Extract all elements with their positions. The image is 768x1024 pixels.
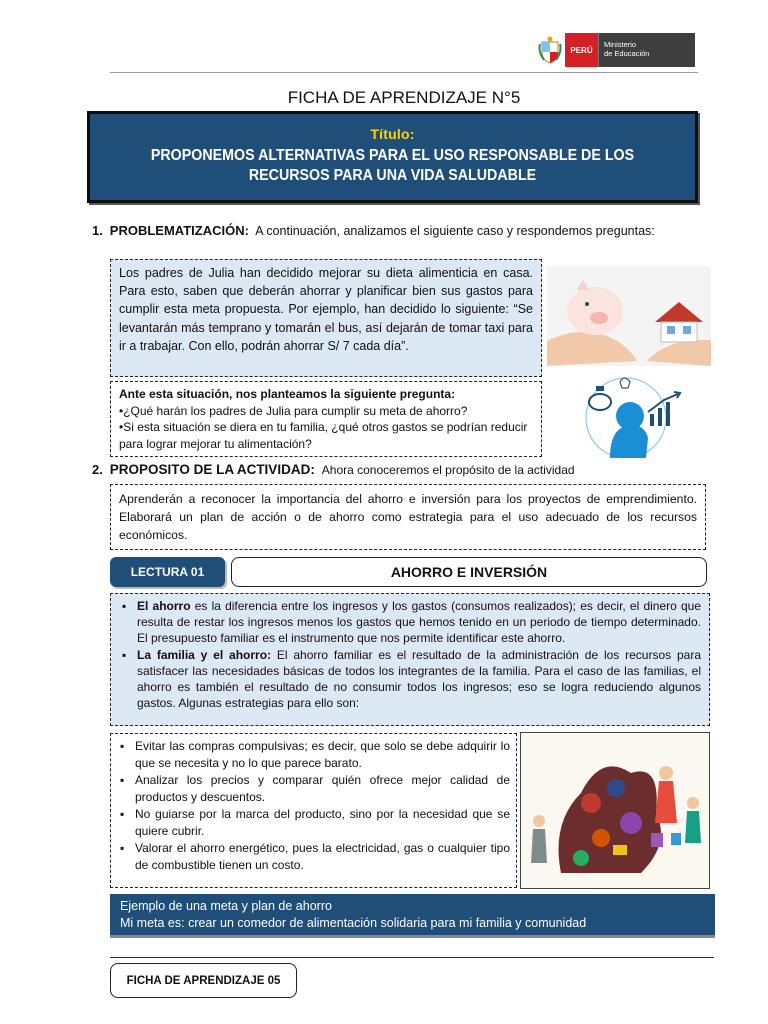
coat-of-arms-icon: [535, 33, 565, 67]
list-item: ▪ Valorar el ahorro energético, pues la electricidad, gas o cualquier tipo de combustible tienen un costo.: [117, 840, 510, 874]
title-banner: [87, 111, 698, 203]
title-label: Título:: [370, 126, 415, 142]
shopping-cartoon-image: [520, 732, 710, 889]
logo-ministry-label: Ministerio de Educación: [598, 33, 695, 67]
ministry-logo: [535, 33, 695, 67]
question-item: •¿Qué harán los padres de Julia para cumplir su meta de ahorro?: [119, 403, 468, 418]
goal-text: Mi meta es: crear un comedor de alimentación solidaria para mi familia y comunidad: [120, 916, 587, 930]
header-divider: [110, 72, 698, 73]
strategies-list: [110, 733, 517, 888]
question-box: [110, 381, 542, 457]
reading-tab: LECTURA 01: [110, 557, 225, 587]
piggy-bank-house-image: [547, 266, 711, 366]
purpose-text: Aprenderán a reconocer la importancia del ahorro e inversión para los proyectos de emprendimiento. Elaborará un plan de acción o de ahorro como estrategia para el uso adecuado de los recursos económicos.: [110, 484, 706, 550]
logo-country-label: PERÚ: [565, 33, 598, 67]
list-item: ▪ Analizar los precios y comparar quién ofrece mejor calidad de productos y descuentos.: [117, 772, 510, 806]
list-item: ▪ La familia y el ahorro: El ahorro familiar es el resultado de la administración de los recursos para satisfacer las necesidades básicas de todos los integrantes de la familia. Para el caso de las familias, el ahorro es también el resultado de no consumir todos los ingresos; eso se logra reduciendo algunos gastos. Algunas estrategias para ello son:: [119, 647, 701, 712]
section-heading: PROBLEMATIZACIÓN:: [109, 223, 249, 238]
list-item: ▪ El ahorro es la diferencia entre los ingresos y los gastos (consumos realizados); es decir, el dinero que resulta de restar los ingresos menos los gastos que hemos tenido en un periodo de tiempo determinado. El presupuesto familiar es el instrumento que nos permite identificar este ahorro.: [119, 598, 701, 647]
reading-content: [110, 593, 710, 726]
title-text: PROPONEMOS ALTERNATIVAS PARA EL USO RESPONSABLE DE LOS RECURSOS PARA UNA VIDA SALUDABLE: [150, 147, 635, 184]
savings-thinking-icon: [568, 372, 686, 458]
section-heading: PROPOSITO DE LA ACTIVIDAD:: [109, 462, 315, 477]
question-heading: Ante esta situación, nos planteamos la siguiente pregunta:: [119, 387, 456, 401]
list-item: ▪ Evitar las compras compulsivas; es decir, que solo se debe adquirir lo que se necesita y no lo que parece barato.: [117, 738, 510, 772]
list-item: ▪ No guiarse por la marca del producto, sino por la necesidad que se quiere cubrir.: [117, 806, 510, 840]
footer-divider: [110, 957, 714, 958]
footer-label: FICHA DE APRENDIZAJE 05: [110, 963, 297, 998]
question-item: •Si esta situación se diera en tu familia, ¿qué otros gastos se podrían reducir para lograr mejorar tu alimentación?: [119, 420, 528, 451]
section-proposito: 2. PROPOSITO DE LA ACTIVIDAD: Ahora conoceremos el propósito de la actividad: [92, 462, 575, 477]
document-title: FICHA DE APRENDIZAJE N°5: [287, 88, 521, 107]
case-text: Los padres de Julia han decidido mejorar su dieta alimenticia en casa. Para esto, saben que deberán ahorrar y planificar bien sus gastos para cumplir esta meta propuesta. Por ejemplo, han decidido lo siguiente: “Se levantarán más temprano y tomarán el bus, así dejarán de tomar taxi para ir a trabajar. Con ello, podrán ahorrar S/ 7 cada día”.: [110, 259, 542, 377]
goal-heading: Ejemplo de una meta y plan de ahorro: [120, 899, 332, 913]
reading-title: AHORRO E INVERSIÓN: [231, 557, 707, 587]
section-problematizacion: 1. PROBLEMATIZACIÓN: A continuación, analizamos el siguiente caso y respondemos preguntas:: [92, 223, 655, 238]
goal-banner: [110, 894, 715, 938]
